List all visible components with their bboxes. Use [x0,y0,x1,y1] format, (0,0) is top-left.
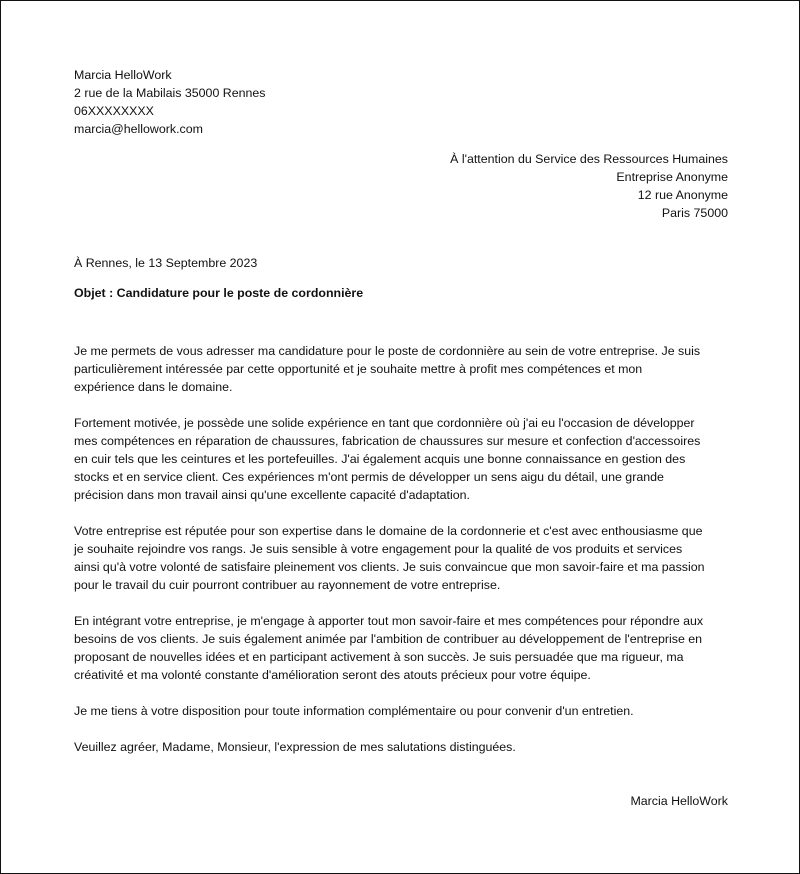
recipient-city: Paris 75000 [661,206,728,220]
paragraph-line: ainsi qu'à votre volonté de satisfaire pleinement vos clients. Je suis convaincue que mon savoir-faire et ma passion [74,560,705,574]
paragraph-closing [74,738,734,756]
paragraph-line: en cuir tels que les ceintures et les portefeuilles. J'ai également acquis une bonne connaissance en gestion des [74,452,686,466]
paragraph-line: créativité et ma volonté constante d'amélioration seront des atouts précieux pour votre équipe. [74,668,591,682]
paragraph-line: je souhaite rejoindre vos rangs. Je suis sensible à votre engagement pour la qualité de vos produits et services [74,542,683,556]
paragraph-experience [74,414,734,504]
sender-email: marcia@hellowork.com [74,122,203,136]
paragraph-line: proposant de nouvelles idées et en participant activement à son succès. Je suis persuadée que ma rigueur, ma [74,650,684,664]
paragraph-line: Je me tiens à votre disposition pour toute information complémentaire ou pour convenir d'un entretien. [74,704,634,718]
recipient-attention: À l'attention du Service des Ressources Humaines [450,152,728,166]
paragraph-line: particulièrement intéressée par cette opportunité et je souhaite mettre à profit mes compétences et mon [74,362,643,376]
paragraph-line: pour le travail du cuir pourront contribuer au rayonnement de votre entreprise. [74,578,501,592]
recipient-street: 12 rue Anonyme [637,188,728,202]
signature: Marcia HelloWork [630,794,728,808]
paragraph-availability [74,702,734,720]
subject-line: Objet : Candidature pour le poste de cordonnière [74,286,364,300]
paragraph-line: Votre entreprise est réputée pour son expertise dans le domaine de la cordonnerie et c'est avec enthousiasme que [74,524,703,538]
date-line: À Rennes, le 13 Septembre 2023 [74,256,258,270]
sender-name: Marcia HelloWork [74,68,172,82]
paragraph-commitment [74,612,734,684]
paragraph-line: Veuillez agréer, Madame, Monsieur, l'expression de mes salutations distinguées. [74,740,516,754]
paragraph-line: besoins de vos clients. Je suis également animée par l'ambition de contribuer au développement de l'entreprise en [74,632,703,646]
paragraph-line: En intégrant votre entreprise, je m'engage à apporter tout mon savoir-faire et mes compétences pour répondre aux [74,614,704,628]
paragraph-line: Je me permets de vous adresser ma candidature pour le poste de cordonnière au sein de votre entreprise. Je suis [74,344,701,358]
paragraph-line: Fortement motivée, je possède une solide expérience en tant que cordonnière où j'ai eu l'occasion de développer [74,416,695,430]
paragraph-line: mes compétences en réparation de chaussures, fabrication de chaussures sur mesure et confection d'accessoires [74,434,701,448]
sender-address: 2 rue de la Mabilais 35000 Rennes [74,86,266,100]
paragraph-company [74,522,734,594]
sender-phone: 06XXXXXXXX [74,104,154,118]
paragraph-line: précision dans mon travail ainsi qu'une excellente capacité d'adaptation. [74,488,470,502]
paragraph-intro [74,342,734,396]
paragraph-line: stocks et en service client. Ces expériences m'ont permis de développer un sens aigu du détail, une grande [74,470,664,484]
recipient-company: Entreprise Anonyme [616,170,728,184]
paragraph-line: expérience dans le domaine. [74,380,233,394]
